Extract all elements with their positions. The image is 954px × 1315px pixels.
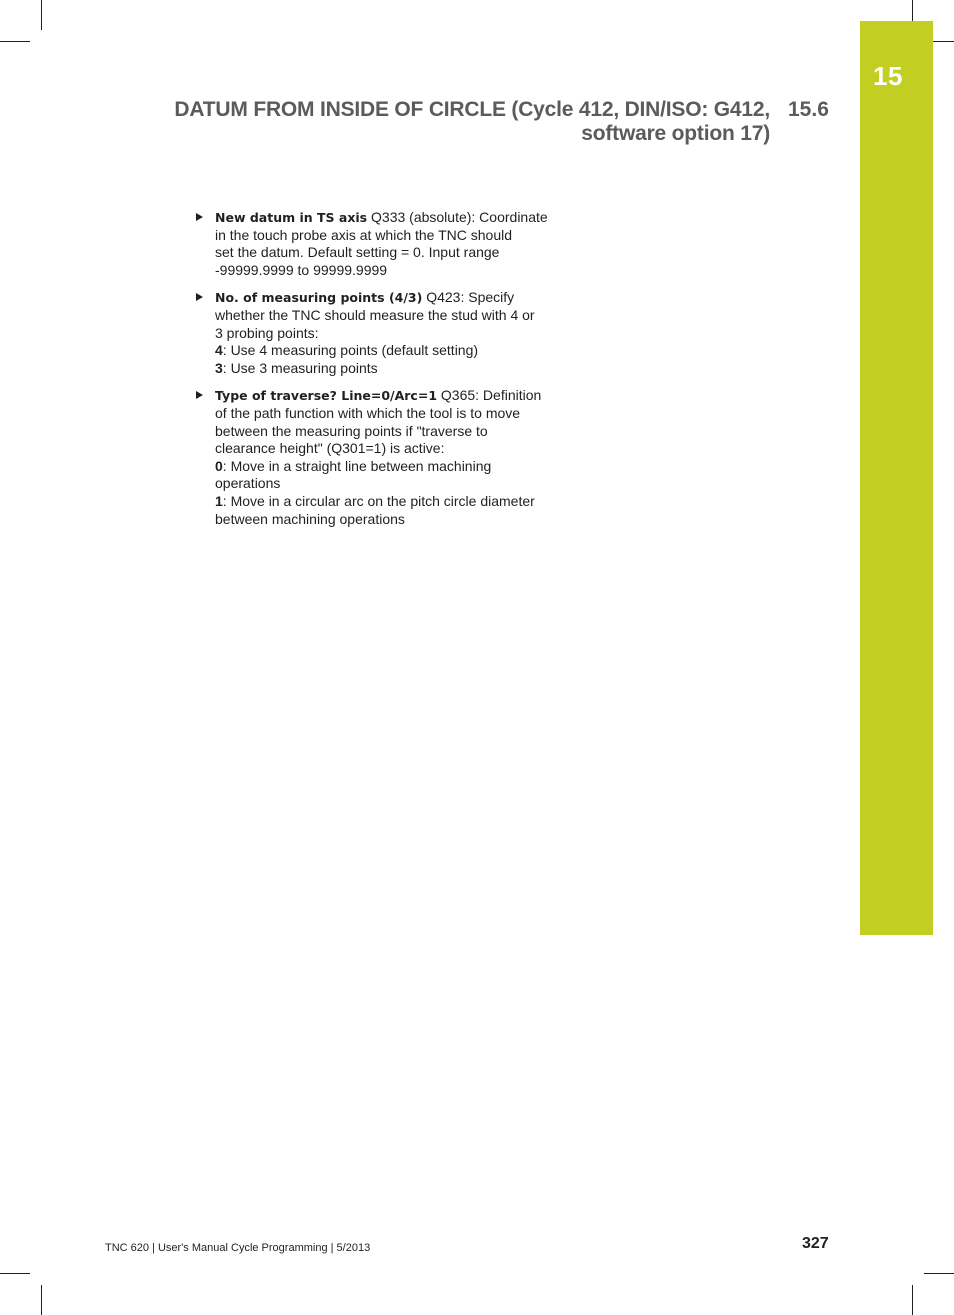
crop-mark bbox=[41, 0, 42, 30]
option-key: 4 bbox=[215, 342, 223, 359]
option-text: : Move in a circular arc on the pitch circle diameter bbox=[222, 492, 535, 509]
triangle-bullet-icon bbox=[196, 213, 203, 221]
option-key: 1 bbox=[215, 492, 223, 509]
section-number: 15.6 bbox=[788, 98, 829, 121]
param-text: 3 probing points: bbox=[215, 324, 319, 341]
parameter-list bbox=[196, 209, 561, 538]
param-name: No. of measuring points (4/3) bbox=[215, 290, 423, 306]
param-name: New datum in TS axis bbox=[215, 210, 368, 225]
crop-mark bbox=[912, 1285, 913, 1315]
page-number: 327 bbox=[802, 1235, 829, 1252]
param-name: Type of traverse? Line=0/Arc=1 bbox=[215, 388, 438, 404]
triangle-bullet-icon bbox=[196, 293, 203, 301]
param-text: clearance height" (Q301=1) is active: bbox=[215, 440, 445, 457]
option-key: 3 bbox=[215, 359, 223, 376]
chapter-tab bbox=[860, 21, 933, 935]
option-text: : Use 4 measuring points (default setting) bbox=[222, 342, 479, 359]
param-text: set the datum. Default setting = 0. Input range bbox=[215, 244, 500, 261]
option-key: 0 bbox=[215, 457, 223, 474]
param-text: Q423: Specify bbox=[422, 289, 515, 306]
option-text: : Move in a straight line between machining bbox=[222, 457, 492, 474]
list-item bbox=[196, 289, 561, 377]
running-header-title bbox=[130, 98, 770, 146]
crop-mark bbox=[0, 1273, 30, 1274]
param-text: between the measuring points if "traverse to bbox=[215, 422, 488, 439]
option-text: between machining operations bbox=[215, 510, 405, 527]
param-text: of the path function with which the tool is to move bbox=[215, 404, 521, 421]
param-text: Q333 (absolute): Coordinate bbox=[367, 209, 548, 225]
footer-text: TNC 620 | User's Manual Cycle Programming | 5/2013 bbox=[105, 1242, 371, 1254]
list-item bbox=[196, 387, 561, 528]
param-text: whether the TNC should measure the stud with 4 or bbox=[215, 306, 535, 323]
param-text: Q365: Definition bbox=[437, 387, 542, 404]
option-text: : Use 3 measuring points bbox=[222, 359, 378, 376]
header-title-line2: software option 17) bbox=[581, 122, 770, 145]
crop-mark bbox=[0, 41, 30, 42]
param-text: in the touch probe axis at which the TNC should bbox=[215, 226, 513, 243]
list-item bbox=[196, 209, 561, 279]
crop-mark bbox=[41, 1285, 42, 1315]
chapter-number: 15 bbox=[873, 61, 903, 91]
crop-mark bbox=[924, 1273, 954, 1274]
header-title-line1: DATUM FROM INSIDE OF CIRCLE (Cycle 412, DIN/ISO: G412, bbox=[174, 98, 770, 121]
option-text: operations bbox=[215, 475, 281, 492]
param-text: -99999.9999 to 99999.9999 bbox=[215, 261, 388, 278]
triangle-bullet-icon bbox=[196, 391, 203, 399]
